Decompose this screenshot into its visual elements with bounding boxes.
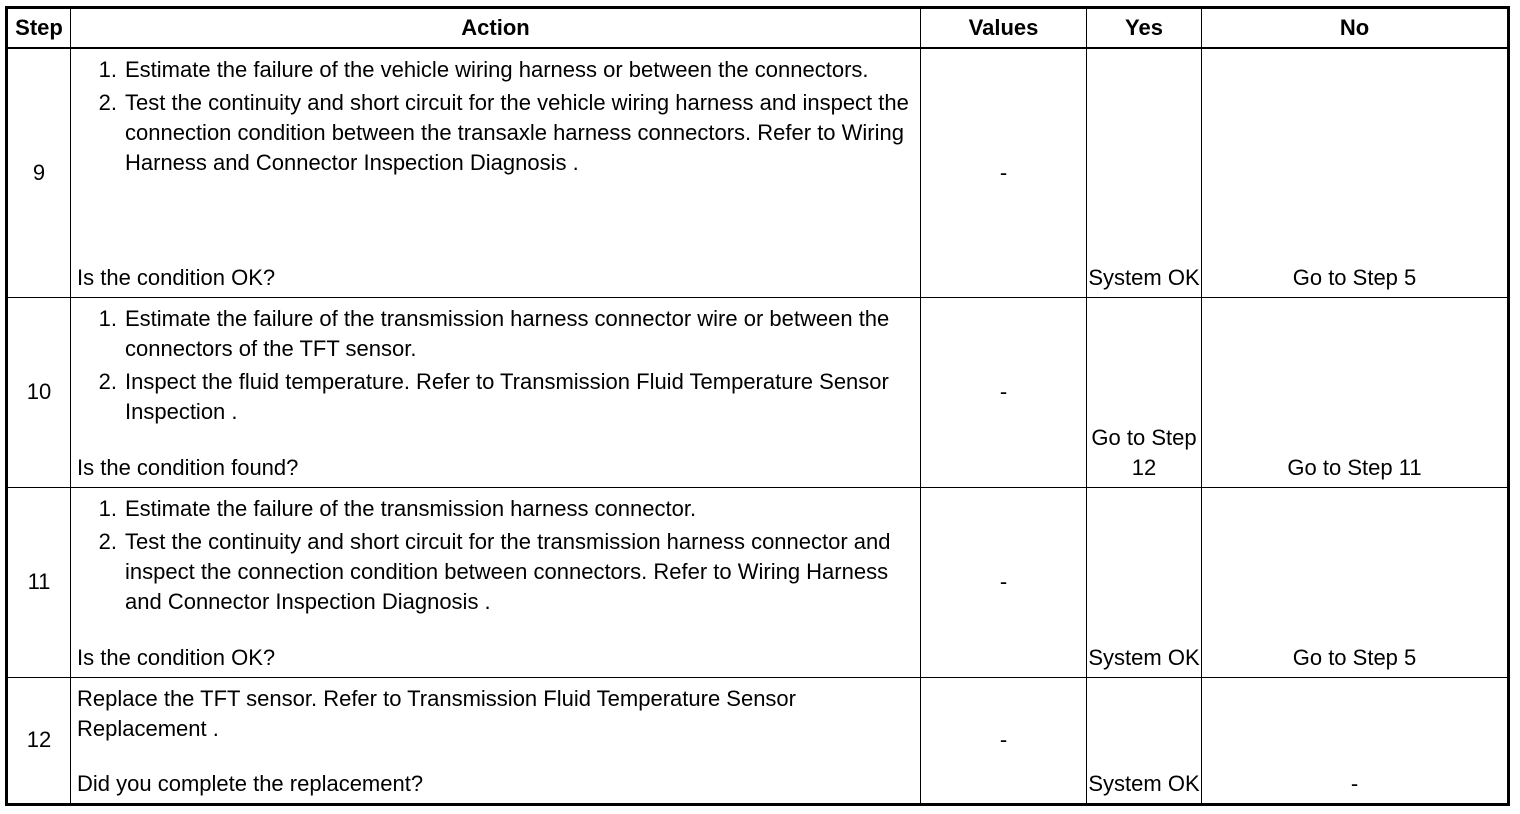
no-cell: - [1202, 677, 1509, 804]
table-row [7, 677, 1509, 804]
header-values: Values [921, 8, 1087, 49]
yes-cell: Go to Step 12 [1087, 297, 1202, 487]
action-list-item [77, 88, 916, 178]
item-number: 1. [98, 305, 117, 331]
action-list-item [77, 494, 916, 524]
action-cell [71, 48, 921, 297]
item-text: Test the continuity and short circuit for the vehicle wiring harness and inspect the connection condition between the transaxle harness connectors. Refer to Wiring Harness and Connector Inspection Diagnosis . [125, 90, 909, 175]
yes-cell: System OK [1087, 677, 1202, 804]
table-row [7, 487, 1509, 677]
item-number: 1. [98, 57, 117, 82]
no-cell: Go to Step 11 [1202, 297, 1509, 487]
action-list [77, 494, 916, 617]
header-yes: Yes [1087, 8, 1202, 49]
header-row [7, 8, 1509, 49]
yes-cell: System OK [1087, 48, 1202, 297]
header-no: No [1202, 8, 1509, 49]
diagnostic-table [5, 6, 1510, 806]
action-cell [71, 487, 921, 677]
action-list-item [77, 527, 916, 617]
item-number: 2. [98, 528, 117, 554]
item-number: 2. [98, 90, 117, 115]
values-cell: - [921, 677, 1087, 804]
header-step: Step [7, 8, 71, 49]
action-cell [71, 677, 921, 804]
table-row [7, 297, 1509, 487]
item-text: Estimate the failure of the vehicle wiring harness or between the connectors. [125, 57, 869, 82]
step-number: 12 [7, 677, 71, 804]
action-list-item [77, 367, 916, 427]
action-list [77, 304, 916, 427]
item-number: 1. [98, 495, 117, 521]
item-text: Estimate the failure of the transmission harness connector wire or between the connectors of the TFT sensor. [125, 305, 890, 361]
header-action: Action [71, 8, 921, 49]
action-cell [71, 297, 921, 487]
values-cell: - [921, 487, 1087, 677]
step-number: 11 [7, 487, 71, 677]
item-text: Inspect the fluid temperature. Refer to Transmission Fluid Temperature Sensor Inspection . [125, 368, 889, 424]
action-question: Did you complete the replacement? [77, 770, 424, 796]
action-text: Replace the TFT sensor. Refer to Transmission Fluid Temperature Sensor Replacement . [77, 685, 796, 741]
item-text: Estimate the failure of the transmission harness connector. [125, 495, 697, 521]
action-list-item [77, 304, 916, 364]
item-text: Test the continuity and short circuit for the transmission harness connector and inspect the connection condition between connectors. Refer to Wiring Harness and Connector Inspection Diagnosis . [125, 528, 891, 614]
action-question: Is the condition OK? [77, 644, 276, 670]
action-question: Is the condition OK? [77, 264, 276, 290]
no-cell: Go to Step 5 [1202, 48, 1509, 297]
yes-cell: System OK [1087, 487, 1202, 677]
step-number: 9 [7, 48, 71, 297]
item-number: 2. [98, 368, 117, 394]
action-list-item [77, 55, 916, 85]
action-question: Is the condition found? [77, 454, 299, 480]
action-list [77, 55, 916, 178]
no-cell: Go to Step 5 [1202, 487, 1509, 677]
values-cell: - [921, 48, 1087, 297]
step-number: 10 [7, 297, 71, 487]
values-cell: - [921, 297, 1087, 487]
table-row [7, 48, 1509, 297]
